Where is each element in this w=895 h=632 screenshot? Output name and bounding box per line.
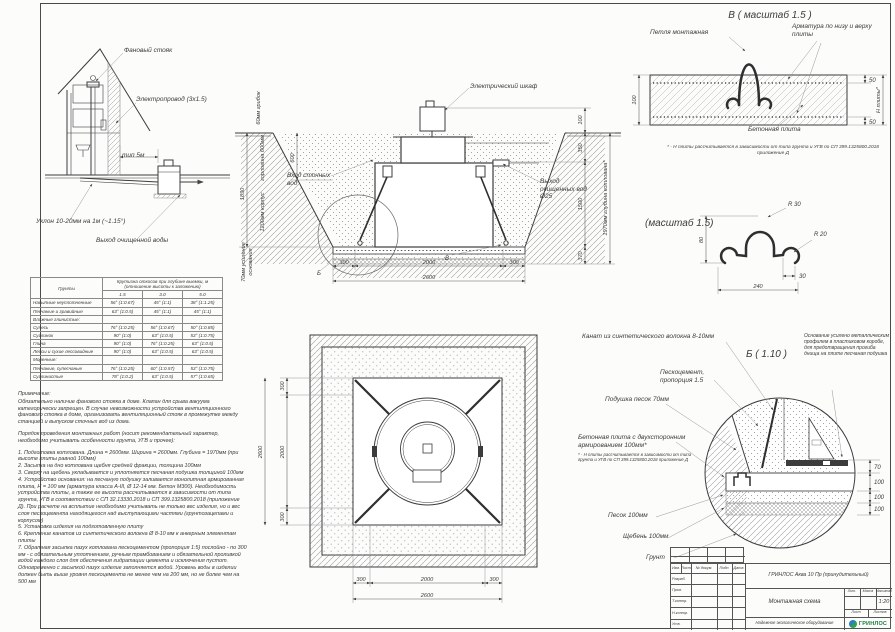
table-cell: Суглинистые [31,372,103,380]
svg-text:240: 240 [753,284,763,290]
slab-note: * - Н плиты рассчитывается в зависимости от типа грунта и УГВ по СП 399.1325800.2018 приложение Д [578,452,692,463]
svg-text:100: 100 [632,95,638,105]
outlet-label: Выход очищенных вод Ø25 [540,178,587,201]
table-cell: Песчаные и гравийные [31,307,103,315]
svg-text:1830: 1830 [240,187,246,201]
metal-profile [786,460,848,466]
tank-plan [372,398,483,505]
lit-header: Лит. [847,589,857,594]
detail-v-title: В ( масштаб 1.5 ) [728,10,812,21]
table-cell: 53° (1:0.75) [182,364,222,372]
stamp-extra-grid [670,547,744,563]
tank-neck [401,137,465,163]
table-cell: 60° (1:0.57) [142,364,182,372]
anchor-hook-shape [721,232,799,263]
svg-text:70мм усиление: 70мм усиление [241,242,247,282]
table-cell: Лессы и сухие лессовидные [31,348,103,356]
slab-height-note: * - Н плиты рассчитывается в зависимости от типа грунта и УГВ по СП 399.1325800.2018 приложение Д [667,145,879,156]
marker-b: Б [317,271,321,277]
svg-text:370: 370 [578,251,584,261]
table-cell: Суглинок [31,331,103,339]
notes-item: 1. Подготовка котлована. Длина = 2600мм. Ширина = 2600мм. Глубина = 1970мм (при высоте плиты равной 100мм) [18,449,239,463]
stamp-row-developed: Разраб. [672,576,686,581]
svg-text:2600: 2600 [258,445,264,459]
svg-text:R 20: R 20 [814,232,827,238]
stamp-row-tcontrol: Т.контр. [672,599,688,604]
electric-wire-label: Электропровод (3х1.5) [136,96,207,103]
svg-text:1500: 1500 [578,197,584,211]
svg-text:300: 300 [339,260,349,266]
stamp-col-doc: № докум. [695,566,713,571]
clean-water-outlet-label: Выход очищенной воды [96,237,169,244]
tank-body [375,163,493,247]
svg-text:2000: 2000 [422,260,436,266]
table-cell: 1.5 [102,291,142,299]
table-cell [142,356,182,364]
table-cell [102,356,142,364]
vent-stack-label: Фановый стояк [124,47,173,54]
sand-label: Песок 100мм [608,512,648,519]
sand-layer [726,491,856,503]
stamp-col-list: Лист [681,566,691,571]
svg-text:300: 300 [280,381,286,391]
mass-header: Масса [862,589,874,594]
table-cell: 57° (1:0.65) [182,372,222,380]
cabinet-label: Электрический шкаф [470,83,538,90]
table-cell: Моренные: [31,356,103,364]
stamp-row-checked: Пров. [672,588,683,592]
brand-name: ГРИНЛОС [858,620,888,627]
soil-label: Грунт [646,554,665,561]
table-cell: Супесь [31,323,103,331]
stamp-col-izm: Изм. [671,566,681,571]
table-cell: 56° (1:0.67) [102,299,142,307]
svg-text:Н плиты*: Н плиты* [876,87,882,113]
house-leaders [70,53,180,238]
svg-text:1200мм корпус: 1200мм корпус [260,192,266,232]
stamp-col-date: Дата [733,566,744,571]
vent-stack-pipe [87,76,99,176]
slab-label: Бетонная плита с двухсторонним армированием 100мм* [578,434,686,449]
svg-text:1970мм глубина котлована*: 1970мм глубина котлована* [603,160,609,236]
table-cell: 63° (1:0.5) [142,331,182,339]
svg-text:80: 80 [699,236,705,244]
company-logo [844,617,892,630]
sheet-label: Лист [851,610,861,615]
svg-text:300: 300 [356,577,366,583]
concrete-slab [650,75,847,125]
svg-text:50: 50 [869,78,876,84]
table-cell: 90° (1:0) [102,340,142,348]
svg-text:350: 350 [578,143,584,153]
table-row [31,315,223,323]
notes-item: 5. Установка изделия на подготовленную плиту [18,524,144,531]
table-cell: 53° (1:0.75) [182,331,222,339]
hook-detail-title: (масштаб 1.5) [645,218,714,229]
company-slogan: Надежное экологическое оборудование [755,620,834,626]
mounting-loop-label: Петля монтажная [650,29,709,36]
table-row [31,364,223,372]
notes-item: 7. Обратная засыпка пазух котлована пескоцементом (пропорция 1:5) послойно - по 300 мм - с обязательным уплотнением, ручным трамбованием и обязательной проливкой водой каждого слоя для обеспечения гидратации цемента и исключения пустот. Одновременно с засыпкой пазух изделие заполняется водой. Уровень воды в изделии должен быть выше уровня пескоцемента не менее чем на 200 мм, но не более чем на 500 мм [18,544,247,585]
svg-text:70: 70 [874,465,881,471]
sewer-pipe [80,178,158,185]
table-cell: 45° (1:1) [142,307,182,315]
stamp-row-approved: Утв. [672,622,681,627]
treatment-unit [154,160,203,198]
scale-value: 1:20 [878,599,890,606]
hook-detail-drawing [638,192,892,302]
table-cell: 63° (1:0.5) [182,340,222,348]
table-cell: 90° (1:0) [102,331,142,339]
svg-text:100: 100 [874,507,885,513]
table-cell: 76° (1:0.25) [102,323,142,331]
svg-text:R 30: R 30 [788,202,801,208]
svg-text:основания: основания [248,248,254,276]
table-cell: 50° (1:0.85) [182,323,222,331]
table-cell: 45° (1:1) [142,299,182,307]
table-header-soil: Грунты [31,278,103,299]
rubble-label: Щебень 100мм [623,533,669,540]
plan-view-drawing [256,322,586,622]
table-cell: 76° (1:0.25) [142,340,182,348]
notes-item: 3. Сверху на щебень укладывается и уплотняется песчаная подушка толщиной 100мм [18,469,244,476]
table-cell: 63° (1:0.5) [102,307,142,315]
notes-block [18,391,248,586]
table-cell: 5.0 [182,291,222,299]
cushion-label: Подушка песок 70мм [605,396,669,403]
detail-b-title: Б ( 1.10 ) [746,349,787,360]
stamp-col-sign: Подп. [719,566,730,571]
table-cell [182,356,222,364]
svg-text:600: 600 [290,153,296,163]
table-cell: 78° (1:0.2) [102,372,142,380]
table-cell [102,315,142,323]
svg-text:300: 300 [489,577,499,583]
table-cell: Насыпные неуплотненные [31,299,103,307]
svg-text:2600: 2600 [420,593,434,599]
table-cell: 38° (1:1.25) [182,299,222,307]
table-cell: 76° (1:0.25) [102,364,142,372]
svg-text:60мм грибок: 60мм грибок [256,91,262,125]
product-name: ГРИНЛОС Аква 10 Пр (принудительный) [768,572,869,579]
scale-header: Масштаб [876,589,892,594]
table-row [31,340,223,348]
svg-text:300: 300 [509,260,519,266]
table-row [31,348,223,356]
notes-order-title: Порядок проведения монтажных работ (носит рекомендательный характер, необходимо учитывать особенности грунта, УГВ и прочее): [18,430,220,444]
svg-text:30: 30 [799,274,806,280]
rubble-layer [726,503,856,515]
concrete-slab-label: Бетонная плита [748,126,801,133]
table-cell: 63° (1:0.5) [142,348,182,356]
table-cell: 56° (1:0.67) [142,323,182,331]
table-row [31,356,223,364]
svg-text:100: 100 [874,480,885,486]
title-block [670,563,891,629]
table-cell: 63° (1:0.5) [142,372,182,380]
notes-item: 2. Засыпка на дно котлована щебня средней фракции, толщина 100мм [18,463,201,470]
table-cell: Влажные глинистые: [31,315,103,323]
table-row [31,323,223,331]
electrical-cabinet [420,101,445,137]
table-row [31,331,223,339]
hook-dims [699,202,827,294]
reinforce-note: Основание усилено металлическим профилем в пластиковом коробе, для предотвращения прогиба днища на плите песчаная подушка [804,333,889,357]
table-row [31,372,223,380]
document-name: Монтажная схема [768,599,821,606]
soil-slope-table [30,277,223,381]
table-cell: 3.0 [142,291,182,299]
svg-text:100: 100 [578,115,584,125]
svg-text:300: 300 [280,512,286,522]
notes-paragraph: Обязательно наличие фанового стояка в доме. Клапан для срыва вакуума категорически запрещен. В случае невозможности устройства вентиляционного фанового стояка в доме, организовать вентиляционный стояк в промежутке между станцией и выпуском сточных вод из дома. [18,398,238,426]
table-row [31,299,223,307]
slope-label: Уклон 10-20мм на 1м (~1.15°) [36,218,126,225]
table-cell [142,315,182,323]
rebar-label: Арматура по низу и верху плиты [792,23,872,38]
svg-text:50: 50 [869,120,876,126]
sandcement-label: Пескоцемент, пропорция 1.5 [660,369,705,384]
table-cell: 90° (1:0) [102,348,142,356]
svg-text:2000: 2000 [420,577,434,583]
detail-b-content [694,394,862,561]
notes-item: 6. Крепление канатов из синтетического волокна Ø 8-10 мм к анкерным элементам плиты [18,531,236,544]
svg-text:2000: 2000 [280,445,286,459]
table-cell [182,315,222,323]
svg-text:горловина 600мм: горловина 600мм [260,135,266,181]
svg-text:2600: 2600 [422,275,436,281]
table-row [31,278,223,291]
greenlos-logo-icon [849,620,857,628]
sheets-label: Листов [873,610,887,615]
svg-text:100: 100 [874,495,885,501]
marker-v: В [445,256,450,262]
notes-item: 4. Устройство основания: на песчаную подушку заливается монолитная армированная плита, Н = 100 мм (арматура класса А-III, Ø 12-14 мм. Бетон М300). Необходимость устройства плиты, а также ее высота рассчитывается в зависимости от типа грунта, УГВ в соответствии с СП 32.13330.2018 и СП 399.1325800.2018 (приложение Д). При расчете на всплытие необходимо учитывать не только вес изделия, но и вес слоя пескоцемента находящегося над выступающими частями (грунтозацепами и корпусом) [18,476,244,524]
rope-label: Канат из синтетического волокна 8-10мм [582,333,715,340]
inlet-label: Вход сточных вод [287,172,331,187]
table-cell: Песчаные, супесчаные [31,364,103,372]
table-cell: 63° (1:0.5) [182,348,222,356]
table-cell: Глина [31,340,103,348]
table-row [31,307,223,315]
table-header-main: Крутизна откосов при глубине выемки, м (отношение высоты к заложению) [102,278,222,291]
notes-title: Примечание: [18,391,51,397]
table-cell: 45° (1:1) [182,307,222,315]
min-distance-label: тип 5м [122,152,145,159]
stamp-row-ncontrol: Н.контр. [672,610,689,615]
